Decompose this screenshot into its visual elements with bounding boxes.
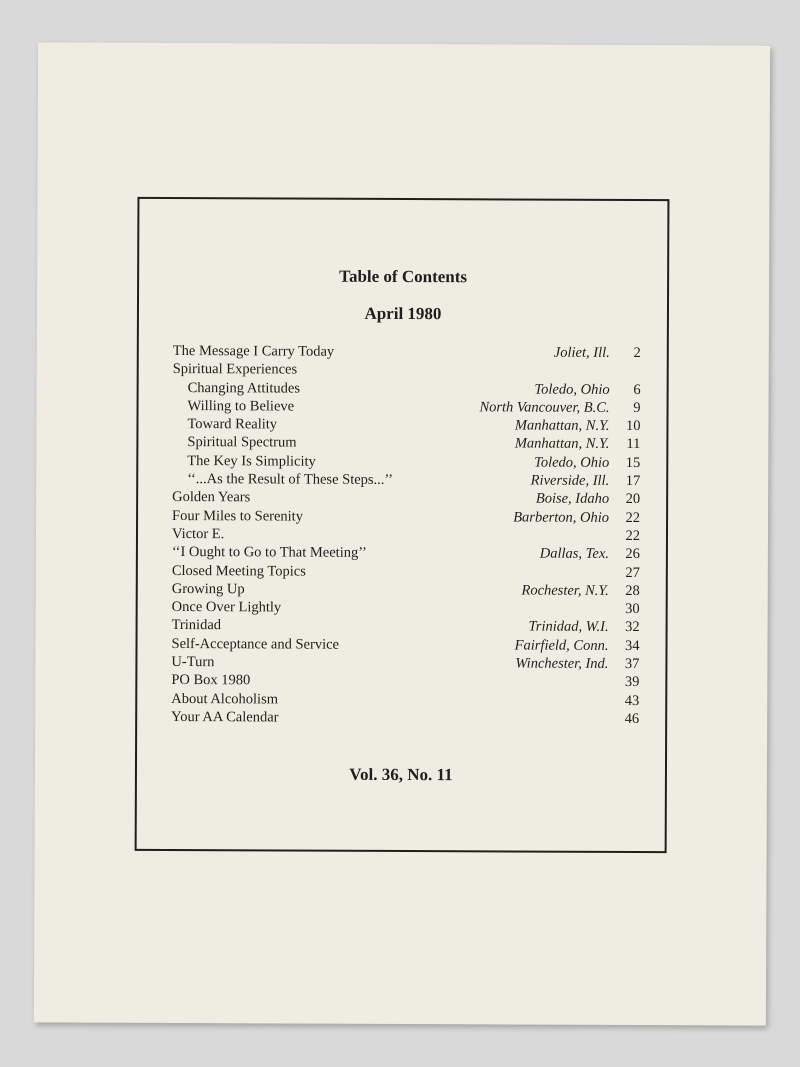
toc-entry [171,635,639,655]
toc-entry-title: Trinidad [171,617,222,634]
toc-entry-location: Trinidad, W.I. [528,619,609,636]
toc-entry [173,360,641,380]
toc-entry-title: Your AA Calendar [171,708,279,726]
toc-entry-location: Dallas, Tex. [539,545,609,563]
toc-entry [172,470,640,490]
toc-entry [171,653,639,673]
toc-entry-title: Closed Meeting Topics [171,562,306,580]
toc-entry [173,397,641,417]
toc-entry [172,415,640,435]
toc-entry [172,616,640,636]
toc-entry [173,379,641,399]
toc-entry-location: Joliet, Ill. [553,344,610,361]
toc-entry-title: Victor E. [171,525,225,543]
toc-entry-title: Self-Acceptance and Service [171,635,340,653]
toc-entry [172,452,640,472]
toc-entry-location: Boise, Idaho [535,490,610,508]
toc-entry-location: Rochester, N.Y. [521,582,609,599]
toc-entry-page: 17 [625,473,641,490]
toc-entry-page: 30 [625,601,640,618]
toc-entry [171,708,639,728]
toc-entry-title: Four Miles to Serenity [172,507,304,525]
toc-entry [172,598,640,618]
toc-entry-page: 32 [625,619,640,636]
toc-entry-title: ‘‘...As the Result of These Steps...’’ [187,471,394,489]
toc-entry-location: Winchester, Ind. [515,655,609,672]
toc-entry-page: 46 [624,710,640,727]
toc-entry-title: Once Over Lightly [171,599,282,616]
toc-entry-title: Growing Up [171,580,245,598]
toc-title: Table of Contents [339,266,468,287]
toc-entry [172,525,640,545]
toc-entry-title: Spiritual Experiences [172,361,298,378]
toc-entry [172,433,640,453]
toc-entry-location: Manhattan, N.Y. [514,417,610,435]
toc-entry-title: The Key Is Simplicity [187,452,316,470]
toc-entry-title: Golden Years [172,489,251,506]
toc-entry-page: 10 [625,418,641,435]
toc-entry-page: 27 [625,564,640,581]
toc-entry [172,488,640,508]
toc-entry-location: North Vancouver, B.C. [479,399,610,416]
toc-list [171,342,641,728]
toc-entry [171,690,639,710]
toc-entry-location: Manhattan, N.Y. [514,435,610,453]
toc-entry-page: 15 [625,454,641,471]
toc-entry-title: U-Turn [171,654,215,671]
toc-entry-page: 2 [633,345,641,362]
toc-entry-page: 37 [624,656,640,673]
toc-entry-title: Toward Reality [187,416,278,433]
toc-entry [172,507,640,527]
toc-entry-page: 6 [633,381,641,398]
toc-entry-location: Barberton, Ohio [513,509,610,526]
toc-entry-title: Spiritual Spectrum [187,434,297,452]
toc-entry-title: About Alcoholism [171,690,279,708]
toc-entry-title: PO Box 1980 [171,672,251,689]
toc-entry-location: Riverside, Ill. [530,472,610,489]
toc-entry-page: 22 [625,527,641,545]
magazine-page [34,42,770,1025]
toc-entry [172,543,640,563]
toc-entry-page: 34 [624,637,640,654]
toc-entry-page: 11 [626,436,641,453]
contents-frame [135,197,670,853]
toc-entry [172,580,640,600]
toc-entry [173,342,641,362]
toc-entry-page: 20 [625,491,641,508]
toc-entry-page: 28 [625,582,640,599]
toc-entry-title: Changing Attitudes [187,379,301,397]
toc-entry-page: 22 [625,509,641,526]
toc-entry-page: 39 [624,674,640,691]
toc-entry-title: ‘‘I Ought to Go to That Meeting’’ [171,544,367,562]
toc-entry-location: Fairfield, Conn. [514,637,609,654]
toc-entry [172,562,640,582]
issue-date: April 1980 [364,303,442,324]
toc-entry-page: 26 [625,546,640,563]
toc-entry [171,671,639,691]
toc-entry-location: Toledo, Ohio [534,454,610,471]
toc-entry-title: Willing to Believe [187,397,295,415]
toc-entry-page: 9 [633,399,641,416]
toc-entry-title: The Message I Carry Today [172,342,335,360]
toc-entry-page: 43 [624,692,640,709]
volume-number: Vol. 36, No. 11 [349,764,453,785]
toc-entry-location: Toledo, Ohio [534,381,610,398]
